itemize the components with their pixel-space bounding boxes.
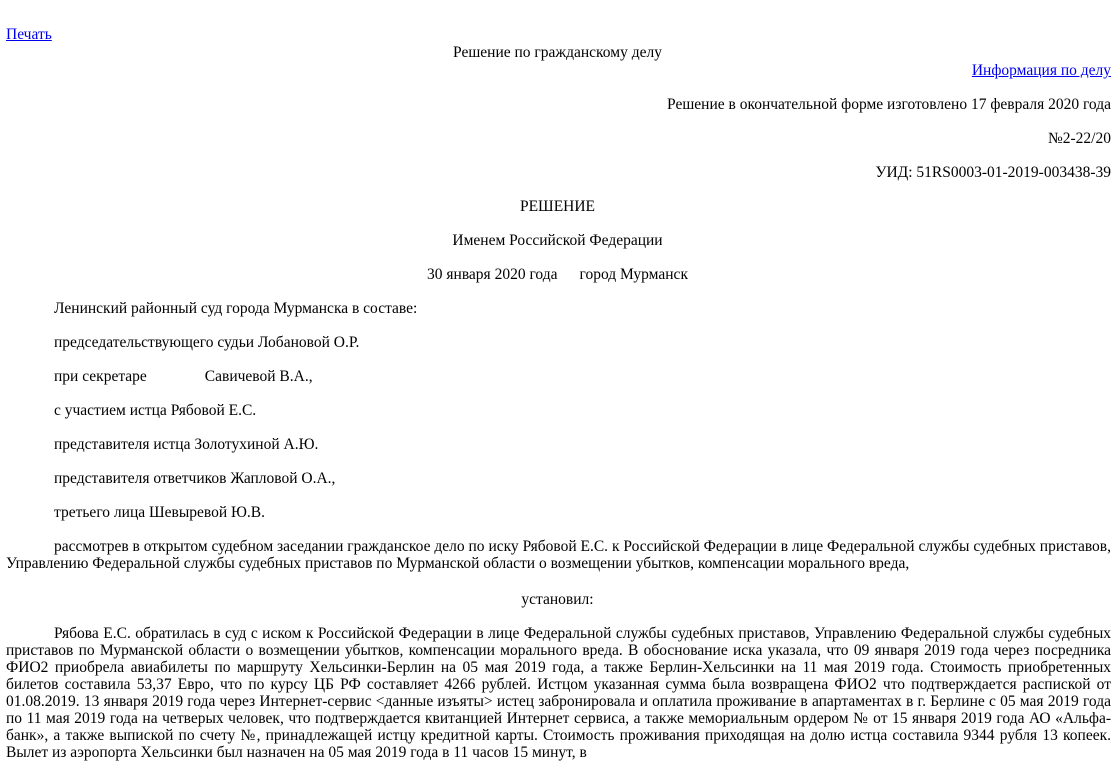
- court-secretary: [54, 368, 313, 385]
- decision-date: 30 января 2020 года: [427, 266, 558, 283]
- secretary-label: при секретаре: [54, 368, 147, 385]
- main-text-paragraph: Рябова Е.С. обратилась в суд с иском к Российской Федерации в лице Федеральной службы судебных приставов, Управлению Федеральной службы судебных приставов по Мурманской области о возмещении убытков, компенсации морального вреда. В обоснование иска указала, что 09 января 2019 года через посредника ФИО2 приобрела авиабилеты по маршруту Хельсинки-Берлин на 05 мая 2019 года, а также Берлин-Хельсинки на 11 мая 2019 года. Стоимость приобретенных билетов составила 53,37 Евро, что по курсу ЦБ РФ составляет 4266 рублей. Истцом указанная сумма была возвращена ФИО2 что подтверждается распиской от 01.08.2019. 13 января 2019 года через Интернет-сервис <данные изъяты> истец забронировала и оплатила проживание в апартаментах в г. Берлине с 05 мая 2019 года по 11 мая 2019 года на четверых человек, что подтверждается квитанцией Интернет сервиса, а также мемориальным ордером № от 15 января 2019 года АО «Альфа-банк», а также выпиской по счету №, принадлежащей истцу кредитной карты. Стоимость проживания приходящая на долю истца составила 9344 рубля 13 копеек. Вылет из аэропорта Хельсинки был назначен на 05 мая 2019 года в 11 часов 15 минут, в: [6, 625, 1111, 761]
- court-judge: председательствующего судьи Лобановой О.Р.: [54, 334, 360, 351]
- case-number: №2-22/20: [1047, 130, 1111, 147]
- court-third-party: третьего лица Шевыревой Ю.В.: [54, 504, 266, 521]
- court-plaintiff-rep: представителя истца Золотухиной А.Ю.: [54, 436, 319, 453]
- decision-city: город Мурманск: [579, 266, 688, 283]
- case-info-link[interactable]: Информация по делу: [971, 62, 1111, 79]
- decision-name-of: Именем Российской Федерации: [452, 232, 663, 249]
- court-composition: Ленинский районный суд города Мурманска в составе:: [54, 300, 418, 317]
- court-plaintiff: с участием истца Рябовой Е.С.: [54, 402, 257, 419]
- decision-heading: РЕШЕНИЕ: [519, 198, 596, 215]
- print-link[interactable]: Печать: [6, 26, 52, 43]
- court-defendant-rep: представителя ответчиков Жапловой О.А.,: [54, 470, 336, 487]
- decision-date-place: [0, 266, 1115, 283]
- considered-paragraph: рассмотрев в открытом судебном заседании гражданское дело по иску Рябовой Е.С. к Российской Федерации в лице Федеральной службы судебных приставов, Управлению Федеральной службы судебных приставов по Мурманской области о возмещении убытков, компенсации морального вреда,: [6, 538, 1111, 572]
- case-uid: УИД: 51RS0003-01-2019-003438-39: [875, 164, 1111, 181]
- final-form-date: Решение в окончательной форме изготовлено 17 февраля 2020 года: [667, 96, 1111, 113]
- page-title: Решение по гражданскому делу: [453, 44, 662, 61]
- secretary-name: Савичевой В.А.,: [204, 368, 313, 385]
- established-heading: установил:: [521, 591, 594, 608]
